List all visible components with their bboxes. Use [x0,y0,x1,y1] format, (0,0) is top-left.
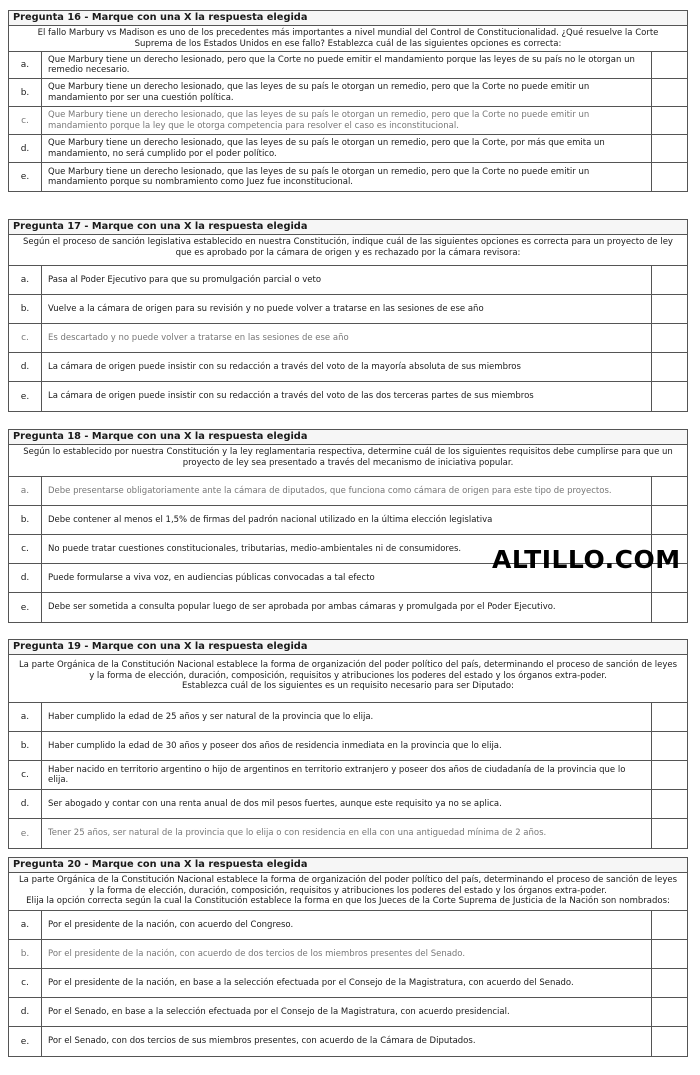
answer-checkbox[interactable] [652,107,687,134]
option-letter: c. [9,107,42,134]
option-b [9,295,687,324]
option-e [9,819,687,848]
option-letter: a. [9,266,42,294]
option-a [9,911,687,940]
option-text: Por el presidente de la nación, con acuerdo de dos tercios de los miembros presentes del Senado. [42,940,652,968]
option-a [9,703,687,732]
answer-checkbox[interactable] [652,353,687,381]
question-17 [8,219,688,412]
option-letter: c. [9,324,42,352]
option-b [9,506,687,535]
option-letter: b. [9,940,42,968]
option-text: Ser abogado y contar con una renta anual de dos mil pesos fuertes, aunque este requisito ya no se aplica. [42,790,652,818]
option-letter: e. [9,163,42,191]
answer-checkbox[interactable] [652,477,687,505]
option-c [9,107,687,135]
answer-checkbox[interactable] [652,940,687,968]
option-text: Debe presentarse obligatoriamente ante la cámara de diputados, que funciona como cámara de origen para este tipo de proyectos. [42,477,652,505]
option-letter: b. [9,732,42,760]
option-text: Puede formularse a viva voz, en audiencias públicas convocadas a tal efecto [42,564,652,592]
option-text: Que Marbury tiene un derecho lesionado, que las leyes de su país le otorgan un remedio, pero que la Corte no puede emitir un mandamiento porque su nombramiento como Juez fue inconstitucional. [42,163,652,191]
option-text: Es descartado y no puede volver a tratarse en las sesiones de ese año [42,324,652,352]
question-stem: Según el proceso de sanción legislativa establecido en nuestra Constitución, indique cuál de las siguientes opciones es correcta para un proyecto de ley que es aprobado por la cámara de origen y es rechazado por la cámara revisora: [9,235,687,266]
option-a [9,266,687,295]
option-c [9,324,687,353]
question-20 [8,857,688,1057]
option-letter: d. [9,564,42,592]
answer-checkbox[interactable] [652,911,687,939]
option-letter: d. [9,998,42,1026]
answer-checkbox[interactable] [652,1027,687,1056]
option-a [9,477,687,506]
answer-checkbox[interactable] [652,135,687,162]
option-d [9,998,687,1027]
option-letter: d. [9,135,42,162]
answer-checkbox[interactable] [652,295,687,323]
answer-checkbox[interactable] [652,52,687,78]
option-letter: d. [9,790,42,818]
option-text: Debe ser sometida a consulta popular luego de ser aprobada por ambas cámaras y promulgada por el Poder Ejecutivo. [42,593,652,622]
option-text: La cámara de origen puede insistir con su redacción a través del voto de las dos terceras partes de sus miembros [42,382,652,411]
answer-checkbox[interactable] [652,324,687,352]
option-b [9,79,687,107]
option-text: Tener 25 años, ser natural de la provincia que lo elija o con residencia en ella con una antiguedad mínima de 2 años. [42,819,652,848]
option-text: Por el Senado, en base a la selección efectuada por el Consejo de la Magistratura, con acuerdo presidencial. [42,998,652,1026]
option-letter: e. [9,382,42,411]
option-text: Vuelve a la cámara de origen para su revisión y no puede volver a tratarse en las sesiones de ese año [42,295,652,323]
question-header: Pregunta 17 - Marque con una X la respuesta elegida [9,220,687,235]
option-text: Haber cumplido la edad de 25 años y ser natural de la provincia que lo elija. [42,703,652,731]
option-letter: a. [9,703,42,731]
option-text: Por el presidente de la nación, con acuerdo del Congreso. [42,911,652,939]
option-a [9,52,687,79]
option-text: No puede tratar cuestiones constitucionales, tributarias, medio-ambientales ni de consumidores. [42,535,652,563]
option-b [9,940,687,969]
answer-checkbox[interactable] [652,969,687,997]
option-d [9,135,687,163]
answer-checkbox[interactable] [652,593,687,622]
question-stem: La parte Orgánica de la Constitución Nacional establece la forma de organización del poder político del país, determinando el proceso de sanción de leyes y la forma de elección, duración, composición, requisitos y atribuciones los poderes del estado y los órganos extra-poder. Establezca cuál de los siguientes es un requisito necesario para ser Diputado: [9,655,687,703]
question-19 [8,639,688,849]
answer-checkbox[interactable] [652,506,687,534]
option-letter: a. [9,52,42,78]
option-e [9,593,687,622]
answer-checkbox[interactable] [652,703,687,731]
option-text: La cámara de origen puede insistir con su redacción a través del voto de la mayoría absoluta de sus miembros [42,353,652,381]
question-stem: El fallo Marbury vs Madison es uno de los precedentes más importantes a nivel mundial del Control de Constitucionalidad. ¿Qué resuelve la Corte Suprema de los Estados Unidos en ese fallo? Establezca cuál de las siguientes opciones es correcta: [9,26,687,52]
option-e [9,382,687,411]
answer-checkbox[interactable] [652,790,687,818]
answer-checkbox[interactable] [652,732,687,760]
question-stem: La parte Orgánica de la Constitución Nacional establece la forma de organización del poder político del país, determinando el proceso de sanción de leyes y la forma de elección, duración, composición, requisitos y atribuciones los poderes del estado y los órganos extra-poder. Elija la opción correcta según la cual la Constitución establece la forma en que los Jueces de la Corte Suprema de Justicia de la Nación son nombrados: [9,873,687,911]
option-text: Que Marbury tiene un derecho lesionado, pero que la Corte no puede emitir el mandamiento porque las leyes de su país no le otorgan un remedio necesario. [42,52,652,78]
question-16 [8,10,688,192]
option-text: Que Marbury tiene un derecho lesionado, que las leyes de su país le otorgan un remedio, pero que la Corte no puede emitir un mandamiento porque la ley que le otorga competencia para resolver el caso es inconstitucional. [42,107,652,134]
option-text: Por el presidente de la nación, en base a la selección efectuada por el Consejo de la Magistratura, con acuerdo del Senado. [42,969,652,997]
question-header: Pregunta 20 - Marque con una X la respuesta elegida [9,858,687,873]
option-letter: b. [9,79,42,106]
option-e [9,1027,687,1056]
answer-checkbox[interactable] [652,998,687,1026]
option-letter: a. [9,477,42,505]
answer-checkbox[interactable] [652,163,687,191]
option-text: Que Marbury tiene un derecho lesionado, que las leyes de su país le otorgan un remedio, pero que la Corte, por más que emita un mandamiento, no será cumplido por el poder político. [42,135,652,162]
option-letter: d. [9,353,42,381]
option-letter: e. [9,1027,42,1056]
answer-checkbox[interactable] [652,819,687,848]
option-c [9,761,687,790]
option-letter: c. [9,761,42,789]
answer-checkbox[interactable] [652,79,687,106]
answer-checkbox[interactable] [652,382,687,411]
option-letter: c. [9,969,42,997]
option-letter: b. [9,295,42,323]
option-letter: b. [9,506,42,534]
question-18 [8,429,688,623]
option-e [9,163,687,191]
question-header: Pregunta 16 - Marque con una X la respuesta elegida [9,11,687,26]
option-letter: e. [9,819,42,848]
option-letter: c. [9,535,42,563]
option-text: Haber nacido en territorio argentino o hijo de argentinos en territorio extranjero y poseer dos años de ciudadanía de la provincia que lo elija. [42,761,652,789]
question-header: Pregunta 19 - Marque con una X la respuesta elegida [9,640,687,655]
option-c [9,969,687,998]
question-header: Pregunta 18 - Marque con una X la respuesta elegida [9,430,687,445]
answer-checkbox[interactable] [652,761,687,789]
option-b [9,732,687,761]
answer-checkbox[interactable] [652,266,687,294]
option-text: Haber cumplido la edad de 30 años y poseer dos años de residencia inmediata en la provincia que lo elija. [42,732,652,760]
option-letter: e. [9,593,42,622]
option-text: Debe contener al menos el 1,5% de firmas del padrón nacional utilizado en la última elección legislativa [42,506,652,534]
option-d [9,353,687,382]
option-text: Pasa al Poder Ejecutivo para que su promulgación parcial o veto [42,266,652,294]
option-text: Que Marbury tiene un derecho lesionado, que las leyes de su país le otorgan un remedio, pero que la Corte no puede emitir un mandamiento por ser una cuestión política. [42,79,652,106]
option-d [9,790,687,819]
option-letter: a. [9,911,42,939]
question-stem: Según lo establecido por nuestra Constitución y la ley reglamentaria respectiva, determine cuál de los siguientes requisitos debe cumplirse para que un proyecto de ley sea presentado a través del mecanismo de iniciativa popular. [9,445,687,477]
option-text: Por el Senado, con dos tercios de sus miembros presentes, con acuerdo de la Cámara de Diputados. [42,1027,652,1056]
watermark: ALTILLO.COM [492,545,681,574]
